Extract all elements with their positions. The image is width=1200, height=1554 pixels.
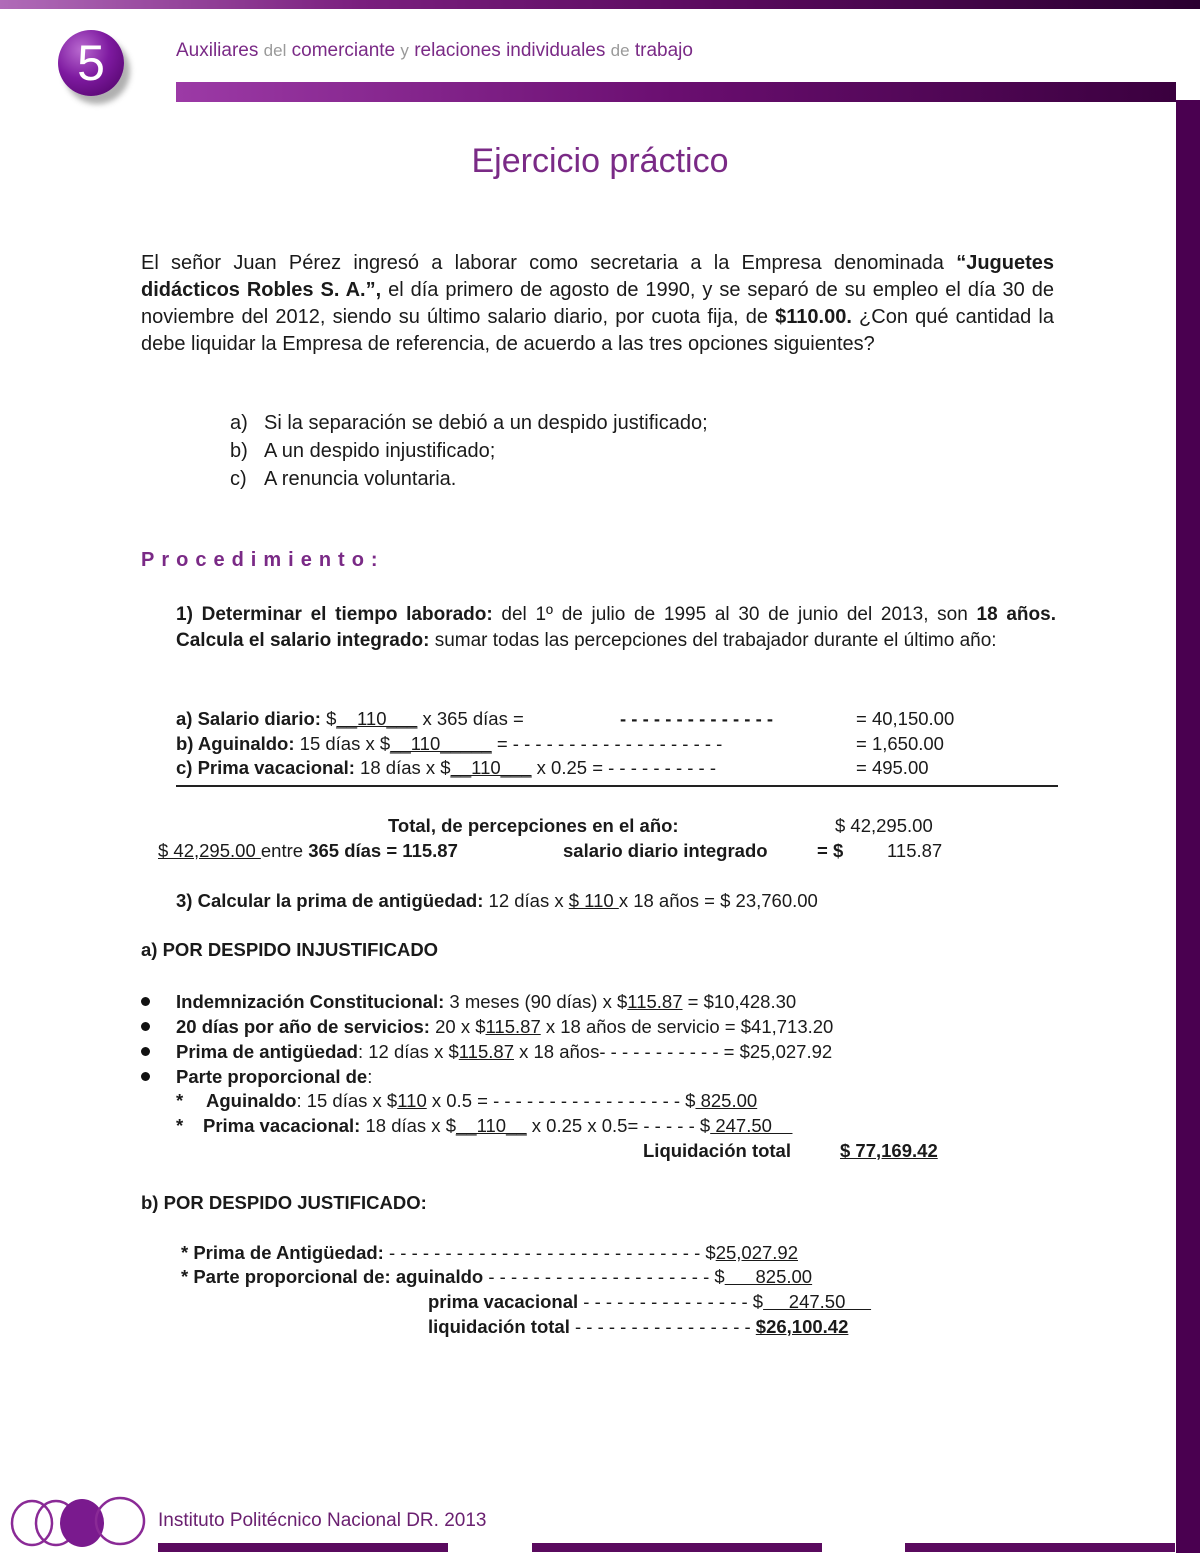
income-underlined: __110_____	[390, 733, 492, 754]
step-1-label-2: Calcula el salario integrado:	[176, 630, 430, 651]
income-label: b) Aguinaldo:	[176, 733, 295, 754]
income-underlined: __110___	[450, 757, 532, 778]
row-dashes: - - - - - - - - - - - - - - - - - - - - - - - - - - - - $	[383, 1242, 716, 1263]
company-name: “Juguetes didácticos Robles S. A.”,	[141, 252, 1055, 301]
header-band	[176, 82, 1176, 102]
footer-bar	[905, 1543, 1175, 1552]
page-title: Ejercicio práctico	[471, 142, 729, 180]
row-label: * Parte proporcional de: aguinaldo	[181, 1266, 484, 1287]
sdi-eq: = $	[817, 840, 844, 861]
step-3	[176, 890, 818, 912]
option-label: c)	[230, 468, 247, 490]
sub-pre: 18 días x $	[360, 1115, 456, 1136]
procedure-heading: Procedimiento:	[141, 549, 385, 571]
step-1	[176, 602, 1056, 654]
sdi-days: 365 días = 115.87	[308, 840, 458, 861]
item-pre: : 12 días x $	[357, 1041, 459, 1062]
option-item	[230, 412, 708, 435]
section-a-item	[176, 991, 796, 1013]
section-a-item	[176, 1041, 832, 1063]
row-label: * Prima de Antigüedad:	[181, 1242, 384, 1263]
item-label: 20 días por año de servicios:	[176, 1016, 430, 1037]
star-marker: *	[176, 1090, 184, 1111]
sub-underlined: __110__	[456, 1115, 527, 1136]
total-value: $ 42,295.00	[835, 815, 933, 836]
option-label: b)	[230, 440, 248, 462]
option-text: A renuncia voluntaria.	[264, 468, 457, 490]
row-value: 825.00	[724, 1266, 813, 1287]
footer-institution: Instituto Politécnico Nacional DR. 2013	[158, 1510, 487, 1531]
income-dashes: - - - - - - - - - - - - - -	[620, 708, 774, 729]
step-1-text-2: sumar todas las percepciones del trabajador durante el último año:	[429, 630, 997, 651]
item-post: = $10,428.30	[682, 991, 797, 1012]
income-underlined: __110___	[336, 708, 418, 729]
section-b-row	[428, 1291, 871, 1313]
income-result: = 1,650.00	[856, 733, 944, 754]
row-value: 25,027.92	[715, 1242, 798, 1263]
top-decorative-bar	[0, 0, 1200, 9]
item-pre: 20 x $	[429, 1016, 486, 1037]
row-label: prima vacacional	[428, 1291, 579, 1312]
income-label: a) Salario diario:	[176, 708, 321, 729]
item-label: Parte proporcional de	[176, 1066, 368, 1087]
sub-pre: : 15 días x $	[296, 1090, 398, 1111]
option-label: a)	[230, 412, 248, 434]
step-3-label: 3) Calcular la prima de antigüedad:	[176, 890, 484, 911]
income-post: x 0.25 = - - - - - - - - - -	[531, 757, 717, 778]
years-worked: 18 años.	[976, 604, 1056, 625]
income-result: = 495.00	[856, 757, 929, 778]
section-a-item	[176, 1016, 833, 1038]
sub-label: Aguinaldo	[206, 1090, 297, 1111]
income-row	[176, 757, 716, 779]
section-a-item	[176, 1066, 372, 1088]
sub-value: 247.50	[710, 1115, 793, 1136]
sdi-value: 115.87	[887, 840, 943, 861]
footer-bar	[532, 1543, 822, 1552]
income-row	[176, 708, 524, 730]
income-pre: 15 días x $	[294, 733, 391, 754]
header-title-word: y	[400, 41, 409, 60]
right-margin-band	[1176, 100, 1200, 1553]
step-1-label: 1) Determinar el tiempo laborado:	[176, 604, 493, 625]
section-a-heading: a) POR DESPIDO INJUSTIFICADO	[141, 939, 439, 960]
step-3-pre: 12 días x	[483, 890, 569, 911]
bullet-icon	[141, 1047, 150, 1056]
total-a-value: $ 77,169.42	[840, 1140, 938, 1161]
bullet-icon	[141, 997, 150, 1006]
income-result: = 40,150.00	[856, 708, 955, 729]
item-post: x 18 años de servicio = $41,713.20	[540, 1016, 834, 1037]
sub-underlined: 110	[397, 1090, 427, 1111]
sub-post: x 0.25 x 0.5= - - - - - $	[526, 1115, 711, 1136]
chapter-number-badge: 5	[58, 30, 124, 96]
income-post: x 365 días =	[417, 708, 524, 729]
step-3-underlined: $ 110	[568, 890, 619, 911]
row-dashes: - - - - - - - - - - - - - - - $	[578, 1291, 764, 1312]
step-1-text: del 1º de julio de 1995 al 30 de junio del 2013, son	[492, 604, 977, 625]
income-label: c) Prima vacacional:	[176, 757, 355, 778]
section-b-heading: b) POR DESPIDO JUSTIFICADO:	[141, 1192, 427, 1213]
bullet-icon	[141, 1072, 150, 1081]
header-title-word: Auxiliares	[176, 40, 259, 61]
item-label: Indemnización Constitucional:	[176, 991, 445, 1012]
sub-value: 825.00	[695, 1090, 758, 1111]
header-title-word: trabajo	[634, 40, 693, 61]
option-item	[230, 440, 495, 463]
sdi-line	[158, 840, 458, 862]
footer-bar	[158, 1543, 448, 1552]
intro-paragraph	[141, 250, 1054, 358]
item-underlined: 115.87	[485, 1016, 541, 1037]
section-b-row	[181, 1242, 798, 1264]
header-title	[176, 40, 693, 62]
sdi-amount: $ 42,295.00	[158, 840, 261, 861]
income-pre: $	[320, 708, 337, 729]
sdi-label: salario diario integrado	[563, 840, 768, 861]
income-pre: 18 días x $	[354, 757, 451, 778]
intro-text: El señor Juan Pérez ingresó a laborar como secretaria a la Empresa denominada	[141, 252, 944, 274]
row-dashes: - - - - - - - - - - - - - - - -	[569, 1316, 756, 1337]
row-value: 247.50	[763, 1291, 872, 1312]
sum-rule	[176, 785, 1058, 787]
salary-amount: $110.00.	[775, 306, 852, 328]
intro-text: ¿Con qué cantidad la debe liquidar la Empresa de referencia, de acuerdo a las tres opciones siguientes?	[141, 306, 1054, 355]
sub-label: Prima vacacional:	[203, 1115, 361, 1136]
option-item	[230, 468, 456, 491]
star-marker: *	[176, 1115, 184, 1136]
row-label: liquidación total	[428, 1316, 570, 1337]
item-underlined: 115.87	[458, 1041, 514, 1062]
section-b-row	[428, 1316, 848, 1338]
sub-post: x 0.5 = - - - - - - - - - - - - - - - - - $	[426, 1090, 696, 1111]
section-b-row	[181, 1266, 812, 1288]
sdi-text: entre	[260, 840, 309, 861]
option-text: A un despido injustificado;	[264, 440, 496, 462]
header-title-word: relaciones individuales	[414, 40, 606, 61]
income-row	[176, 733, 722, 755]
item-pre: :	[367, 1066, 373, 1087]
footer-logo-circles	[8, 1496, 156, 1554]
row-value: $26,100.42	[755, 1316, 849, 1337]
section-a-subitem	[176, 1115, 792, 1137]
header-title-word: del	[263, 41, 287, 60]
item-pre: 3 meses (90 días) x $	[444, 991, 628, 1012]
total-label: Total, de percepciones en el año:	[388, 815, 679, 836]
bullet-icon	[141, 1022, 150, 1031]
step-3-post: x 18 años = $ 23,760.00	[618, 890, 818, 911]
header-title-word: de	[610, 41, 630, 60]
item-post: x 18 años- - - - - - - - - - - = $25,027.92	[513, 1041, 833, 1062]
item-underlined: 115.87	[627, 991, 683, 1012]
income-post: = - - - - - - - - - - - - - - - - - - -	[491, 733, 723, 754]
header-title-word: comerciante	[291, 40, 396, 61]
option-text: Si la separación se debió a un despido justificado;	[264, 412, 708, 434]
intro-text: el día primero de agosto de 1990, y se separó de su empleo el día 30 de noviembre del 2012, siendo su último salario diario, por cuota fija, de	[141, 279, 1054, 328]
row-dashes: - - - - - - - - - - - - - - - - - - - - $	[483, 1266, 725, 1287]
item-label: Prima de antigüedad	[176, 1041, 358, 1062]
total-a-label: Liquidación total	[643, 1140, 791, 1161]
section-a-subitem	[176, 1090, 757, 1112]
